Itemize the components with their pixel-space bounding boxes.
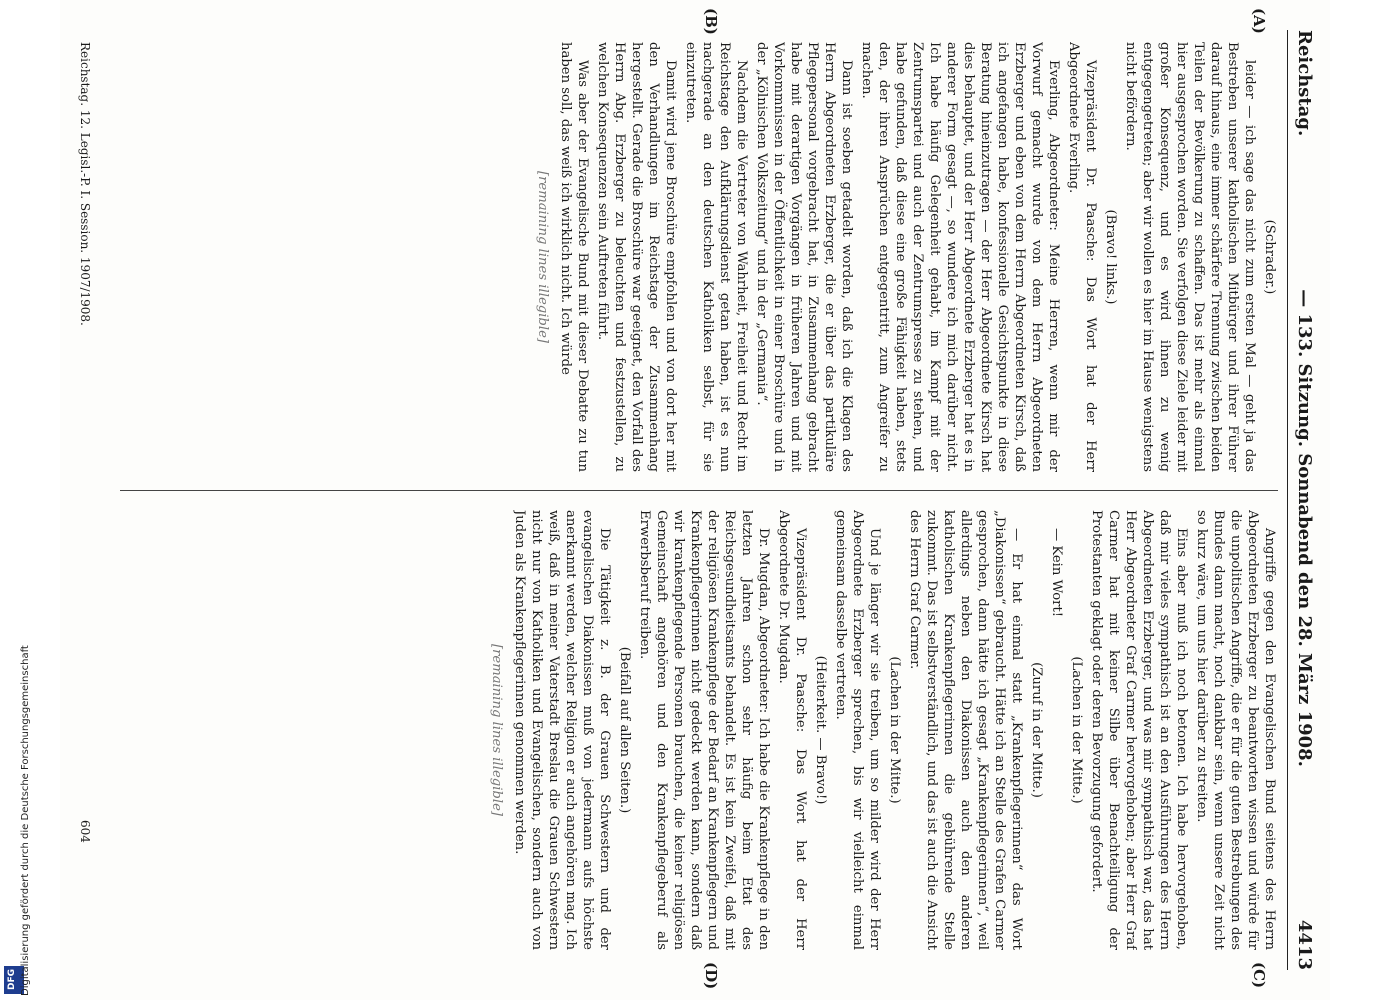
rotated-page-view (60, 0, 1330, 1000)
right-column (108, 510, 1278, 950)
text-paragraph: Und je länger wir sie treiben, um so milder wird der Herr Abgeordnete Erzberger sprechen, bis wir vielleicht einmal gemeinsam dasselbe vertreten. (833, 510, 882, 950)
left-column (108, 42, 1278, 472)
footer-session-info: Reichstag. 12. Legisl.-P. I. Session. 1907/1908. (78, 42, 92, 326)
text-paragraph: Vizepräsident Dr. Paasche: Das Wort hat der Herr Abgeordnete Dr. Mugdan. (776, 510, 808, 950)
column-divider (120, 490, 1278, 491)
omitted-text-note: [remaining lines illegible] (535, 170, 550, 344)
text-paragraph: Nachdem die Vertreter von Wahrheit, Freiheit und Recht im Reichstage den Aufklärungsdienst getan haben, ist es nun nachgerade an den deutschen Katholiken selbst, für sie einzutreten. (683, 42, 749, 472)
dfg-logo-text: DFG (7, 968, 17, 990)
margin-mark-d: (D) (702, 962, 720, 990)
stage-direction: (Zuruf in der Mitte.) (1029, 662, 1044, 798)
text-paragraph: leider — ich sage das nicht zum ersten Mal — geht ja das Bestreben unserer katholischen Mitbürger und ihrer Führer darauf hinaus, eine immer schärfere Trennung zwischen beiden Teilen der Bevölkerung zu schaffen. Das ist mehr als einmal hier ausgesprochen worden. Sie verfolgen diese Ziele leider mit großer Konsequenz, und es wird ihnen zu wenig entgegengetreten; aber wir wollen es hier im Hause wenigstens nicht befördern. (1123, 42, 1257, 472)
dfg-credit-text: Digitalisierung gefördert durch die Deutsche Forschungsgemeinschaft (20, 645, 31, 996)
digitization-sidebar (0, 0, 31, 1000)
stage-direction: (Lachen in der Mitte.) (887, 656, 902, 804)
text-paragraph: — Kein Wort! (1049, 528, 1064, 618)
text-paragraph: Was aber der Evangelische Bund mit dieser Debatte zu tun haben soll, das weiß ich wirklich nicht. Ich würde (558, 42, 590, 472)
stage-direction: (Schrader.) (1262, 219, 1277, 295)
header-left: Reichstag. (1294, 30, 1316, 137)
text-paragraph: Dann ist soeben getadelt worden, daß ich die Klagen des Herrn Abgeordneten Erzberger, die er über das partikuläre Pflegepersonal vorgebracht hat, in Zusammenhang gebracht habe mit derartigen Vorgängen in früheren Jahren und mit Vorkommnissen in der Öffentlichkeit in einer Broschüre und in der „Kölnischen Volkszeitung“ und in der „Germania“. (754, 42, 854, 472)
text-paragraph: Angriffe gegen den Evangelischen Bund seitens des Herrn Abgeordneten Erzberger zu beantworten wissen und würde für die unpolitischen Angriffe, die er für die guten Bestrebungen des Bundes dann macht, noch dankbar sein, wenn unsere Zeit nicht so kurz wäre, um uns hier darüber zu streiten. (1194, 510, 1277, 950)
omitted-text-note: [remaining lines illegible] (489, 643, 504, 817)
stage-direction: (Beifall auf allen Seiten.) (617, 646, 632, 814)
text-paragraph: Die Tätigkeit z. B. der Grauen Schwestern und der evangelischen Diakonissen muß von jedermann aufs höchste anerkannt werden, welcher Religion er auch angehören mag. Ich weiß, daß in meiner Vaterstadt Breslau die Grauen Schwestern nicht nur von Katholiken und Evangelischen, sondern auch von Juden als Krankenpflegerinnen genommen werden. (512, 510, 612, 950)
margin-mark-a: (A) (1250, 8, 1268, 34)
stage-direction: (Bravo! links.) (1103, 209, 1118, 305)
text-paragraph: Vizepräsident Dr. Paasche: Das Wort hat der Herr Abgeordnete Everling. (1066, 42, 1098, 472)
text-paragraph: Damit wird jene Broschüre empfohlen und von dort her mit den Verhandlungen im Reichstage der Zusammenhang hergestellt. Gerade die Broschüre war geeignet, den Vorfall des Herrn Abg. Erzberger zu beleuchten und festzustellen, zu welchen Konsequenzen sein Auftreten führt. (595, 42, 678, 472)
text-paragraph: Everling, Abgeordneter: Meine Herren, wenn mir der Vorwurf gemacht wurde von dem Herrn Abgeordneten Erzberger und eben von dem Herrn Abgeordneten Kirsch, daß ich angefangen habe, konfessionelle Gesichtspunkte in diese Beratung hineinzutragen — der Herr Abgeordnete Kirsch hat dies behauptet, und der Herr Abgeordnete Erzberger hat es in anderer Form gesagt —, so wundere ich mich darüber nicht. Ich habe häufig Gelegenheit gehabt, im Kampf mit der Zentrumspartei und auch der Zentrumspresse zu stehen, und habe gefunden, daß diese eine große Fähigkeit haben, stets den, der ihren Ansprüchen entgegentritt, zum Angreifer zu machen. (859, 42, 1061, 472)
header-title: — 133. Sitzung. Sonnabend den 28. März 1908. (1294, 289, 1316, 767)
text-paragraph: Eins aber muß ich noch betonen. Ich habe hervorgehoben, daß mir vieles sympathisch ist an den Ausführungen des Herrn Abgeordneten Erzberger, und was mir sympathisch war, das hat Herr Abgeordneter Graf Carmer hervorgehoben; aber Herr Graf Carmer hat mit keiner Silbe über Benachteiligung der Protestanten geklagt oder deren Bevorzugung gefordert. (1089, 510, 1189, 950)
text-paragraph: — Er hat einmal statt „Krankenpflegerinnen“ das Wort „Diakonissen“ gebraucht. Hätte ich an Stelle des Grafen Carmer gesprochen, dann hätte ich gesagt „Krankenpflegerinnen“, weil allerdings neben den Diakonissen auch den anderen katholischen Krankenpflegerinnen die gebührende Stelle zukommt. Das ist selbstverständlich, und das ist auch die Ansicht des Herrn Graf Carmer. (907, 510, 1024, 950)
stage-direction: (Lachen in der Mitte.) (1069, 656, 1084, 804)
page-number: 4413 (1294, 919, 1316, 970)
stage-direction: (Heiterkeit. — Bravo!) (813, 655, 828, 805)
footer-sheet-number: 604 (78, 820, 92, 843)
text-paragraph: Dr. Mugdan, Abgeordneter: Ich habe die Krankenpflege in den letzten Jahren schon sehr häufig beim Etat des Reichsgesundheitsamts behandelt. Es ist kein Zweifel, daß mit der religiösen Krankenpflege der Bedarf an Krankenpflegern und Krankenpflegerinnen nicht gedeckt werden kann, sondern daß wir krankenpflegende Personen brauchen, die keiner religiösen Gemeinschaft angehören und den Krankenpflegeberuf als Erwerbsberuf treiben. (637, 510, 771, 950)
scanned-page (60, 0, 1330, 1000)
margin-mark-b: (B) (702, 8, 720, 35)
page-header (1287, 30, 1322, 970)
margin-mark-c: (C) (1250, 962, 1268, 989)
